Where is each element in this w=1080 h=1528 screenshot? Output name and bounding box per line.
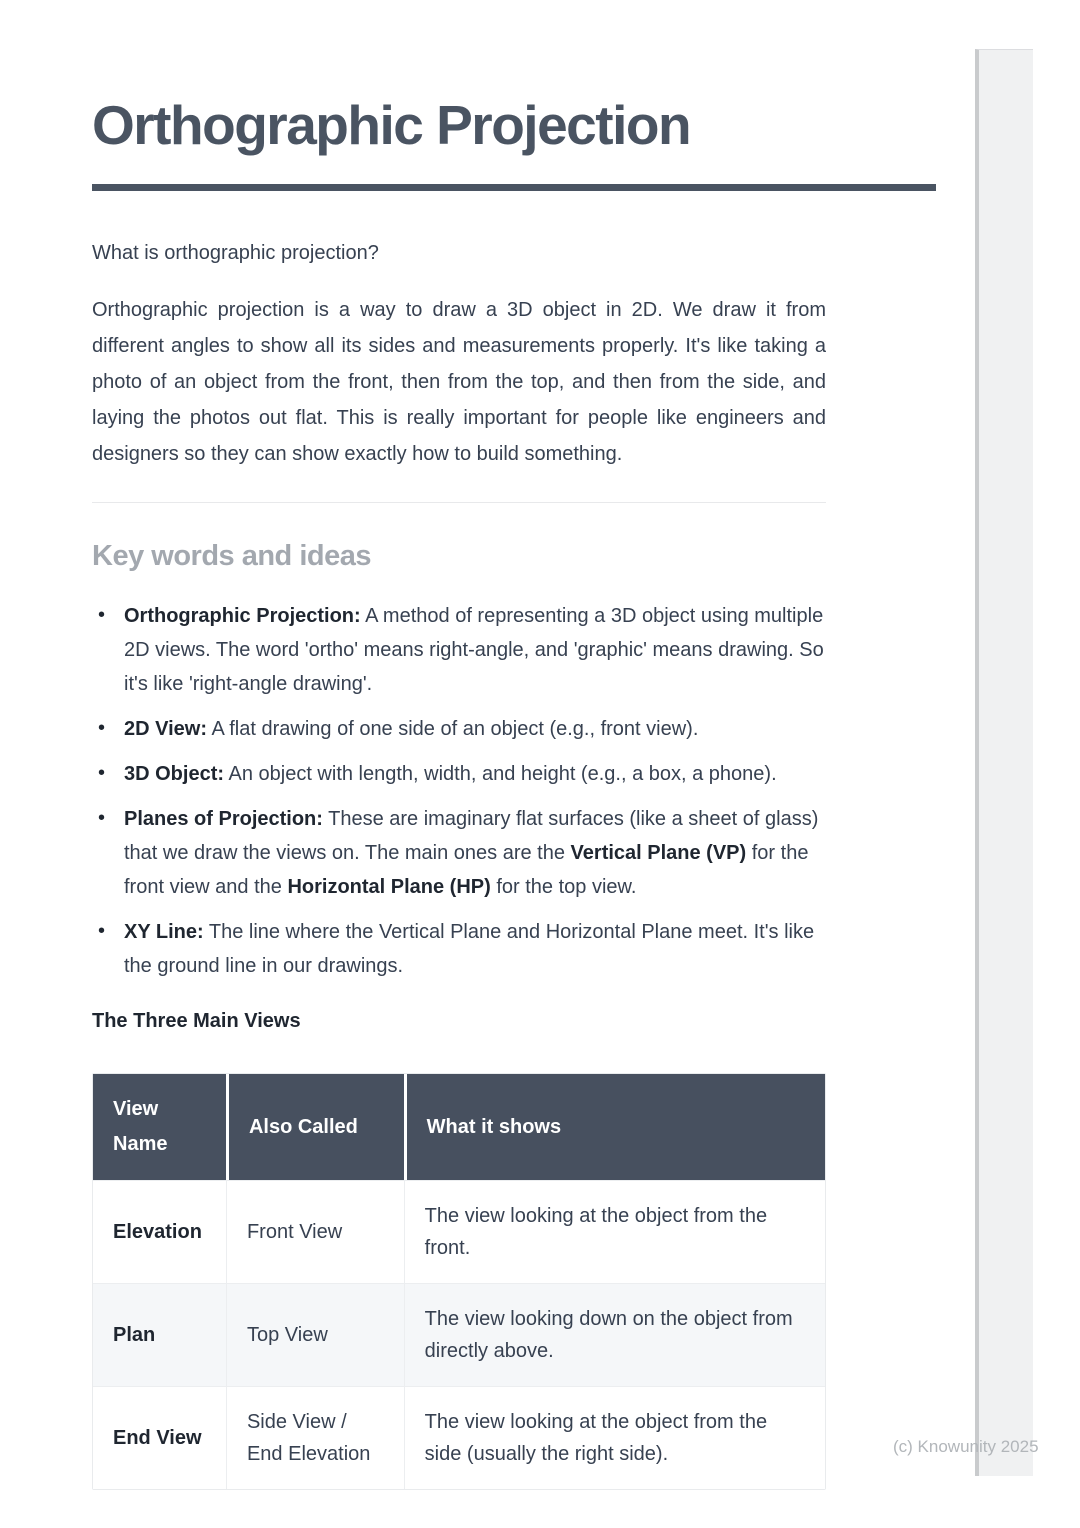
table-section-heading: The Three Main Views [92, 1010, 301, 1032]
keyword-definition: A method of representing a 3D object using multiple 2D views. The word 'ortho' means right-angle, and 'graphic' means drawing. So it's like 'right-angle drawing'. [124, 605, 824, 695]
bullet-icon: • [98, 807, 106, 829]
cell-also-called: Top View [226, 1283, 404, 1386]
page-title: Orthographic Projection [92, 94, 691, 156]
table-row [93, 1386, 825, 1489]
views-table [92, 1073, 826, 1490]
keyword-definition: A flat drawing of one side of an object (e.g., front view). [207, 718, 699, 740]
table-header [93, 1074, 825, 1180]
list-item [92, 802, 826, 904]
copyright-watermark: (c) Knowunity 2025 [893, 1437, 1039, 1456]
keyword-bold-phrase: Horizontal Plane (HP) [287, 876, 491, 898]
list-item [92, 599, 826, 701]
keywords-list [92, 599, 826, 983]
title-underline [92, 184, 936, 191]
document-page [92, 0, 826, 1490]
cell-view-name: End View [93, 1386, 226, 1489]
bullet-icon: • [98, 717, 106, 739]
cell-view-name: Elevation [93, 1180, 226, 1283]
cell-also-called: Front View [226, 1180, 404, 1283]
keyword-term: XY Line: [124, 921, 204, 943]
intro-paragraph: Orthographic projection is a way to draw a 3D object in 2D. We draw it from different angles to show all its sides and measurements properly. It's like taking a photo of an object from the front, then from the top, and then from the side, and laying the photos out flat. This is really important for people like engineers and designers so they can show exactly how to build something. [92, 299, 826, 465]
keyword-bold-phrase: Vertical Plane (VP) [570, 842, 747, 864]
keyword-term: 2D View: [124, 718, 207, 740]
keyword-term: 3D Object: [124, 763, 225, 785]
table-header-row [93, 1074, 825, 1180]
bullet-icon: • [98, 604, 106, 626]
keyword-definition: for the front view and the [124, 842, 809, 898]
list-item [92, 712, 826, 746]
keyword-definition: for the top view. [490, 876, 637, 898]
list-item [92, 915, 826, 983]
column-header-what-it-shows: What it shows [404, 1074, 825, 1180]
keyword-definition: The line where the Vertical Plane and Horizontal Plane meet. It's like the ground line in our drawings. [124, 921, 815, 977]
cell-what-it-shows: The view looking at the object from the front. [404, 1180, 825, 1283]
keyword-term: Planes of Projection: [124, 808, 323, 830]
cell-what-it-shows: The view looking at the object from the side (usually the right side). [404, 1386, 825, 1489]
column-header-also-called: Also Called [226, 1074, 404, 1180]
keyword-definition: An object with length, width, and height (e.g., a box, a phone). [224, 763, 777, 785]
table-row [93, 1283, 825, 1386]
cell-view-name: Plan [93, 1283, 226, 1386]
cell-what-it-shows: The view looking down on the object from directly above. [404, 1283, 825, 1386]
list-item [92, 757, 826, 791]
cell-also-called: Side View / End Elevation [226, 1386, 404, 1489]
section-divider [92, 502, 826, 503]
keywords-heading: Key words and ideas [92, 540, 371, 572]
keyword-definition: These are imaginary flat surfaces (like a sheet of glass) that we draw the views on. The main ones are the [124, 808, 819, 864]
table-row [93, 1180, 825, 1283]
intro-question: What is orthographic projection? [92, 242, 379, 264]
column-header-view-name: View Name [93, 1074, 226, 1180]
bullet-icon: • [98, 920, 106, 942]
bullet-icon: • [98, 762, 106, 784]
keyword-term: Orthographic Projection: [124, 605, 361, 627]
scrollbar-track[interactable] [975, 49, 1033, 1476]
